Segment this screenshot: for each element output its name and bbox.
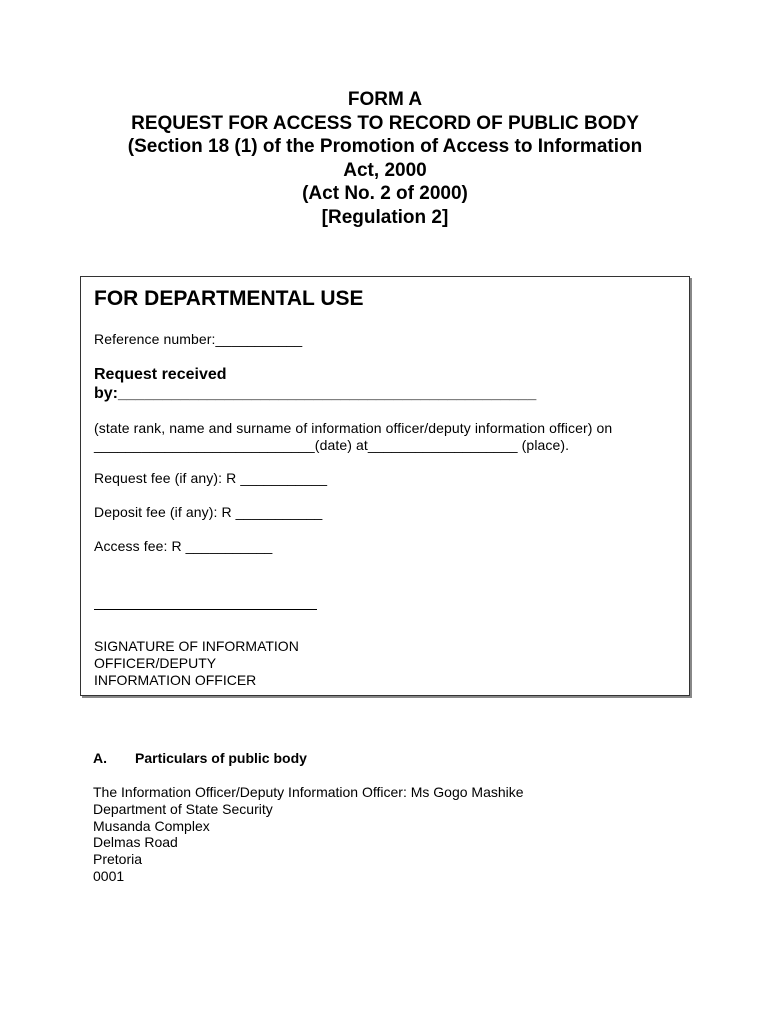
section-number: A. bbox=[93, 750, 107, 766]
request-fee-field: Request fee (if any): R ___________ bbox=[94, 470, 328, 486]
section-title: Particulars of public body bbox=[135, 750, 307, 766]
form-title bbox=[60, 88, 710, 229]
form-title-line: Act, 2000 bbox=[343, 159, 427, 181]
access-fee-field: Access fee: R ___________ bbox=[94, 538, 273, 554]
date-place-line: ____________________________(date) at___________________ (place). bbox=[94, 437, 570, 453]
section-a-heading bbox=[93, 750, 307, 766]
request-received-by-line: by:_______________________________________________ bbox=[94, 385, 537, 402]
form-title-line: FORM A bbox=[347, 89, 423, 110]
form-title-line: (Section 18 (1) of the Promotion of Access to Information bbox=[127, 136, 643, 157]
signature-caption bbox=[94, 638, 299, 689]
deposit-fee-field: Deposit fee (if any): R ___________ bbox=[94, 504, 323, 520]
address-line: Musanda Complex bbox=[93, 817, 210, 834]
signature-caption-line: SIGNATURE OF INFORMATION bbox=[94, 638, 299, 654]
signature-line bbox=[94, 609, 317, 610]
departmental-use-box bbox=[80, 276, 690, 696]
state-rank-instruction bbox=[94, 420, 612, 454]
request-received-field bbox=[94, 365, 536, 403]
state-rank-line: (state rank, name and surname of information officer/deputy information officer) on bbox=[94, 420, 613, 436]
form-title-line: REQUEST FOR ACCESS TO RECORD OF PUBLIC BODY bbox=[131, 112, 639, 134]
address-line: Delmas Road bbox=[93, 834, 178, 851]
form-title-line: (Act No. 2 of 2000) bbox=[302, 183, 468, 204]
request-received-label: Request received bbox=[94, 366, 227, 383]
address-line: Pretoria bbox=[93, 851, 143, 868]
address-line: Department of State Security bbox=[93, 800, 273, 817]
public-body-address bbox=[93, 784, 524, 885]
address-line: The Information Officer/Deputy Information Officer: Ms Gogo Mashike bbox=[93, 784, 524, 800]
signature-caption-line: OFFICER/DEPUTY bbox=[94, 655, 217, 671]
form-title-line: [Regulation 2] bbox=[321, 206, 449, 228]
reference-number-field: Reference number:___________ bbox=[94, 331, 303, 347]
departmental-use-heading: FOR DEPARTMENTAL USE bbox=[94, 287, 364, 310]
address-line: 0001 bbox=[93, 867, 125, 884]
signature-caption-line: INFORMATION OFFICER bbox=[94, 672, 257, 688]
